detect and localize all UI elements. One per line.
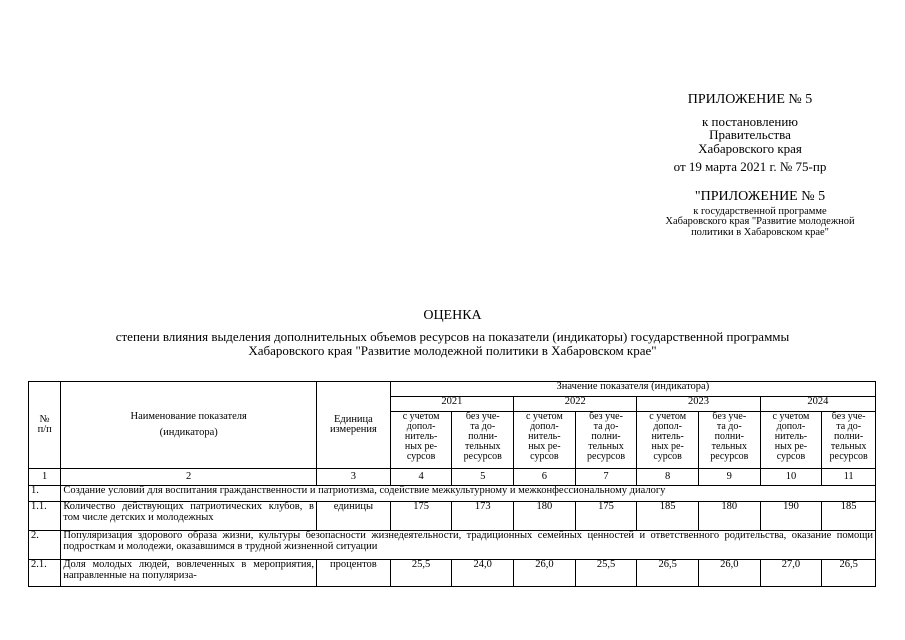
indicator-unit: процентов xyxy=(317,560,391,587)
col-header-values: Значение показателя (индикатора) xyxy=(390,382,875,397)
indicator-value: 180 xyxy=(698,502,760,531)
indicator-name: Количество действующих патриотических клубов, в том числе детских и молодежных xyxy=(61,502,317,531)
row-number: 1.1. xyxy=(29,502,61,531)
without-resources-header: без уче- та до- полни- тельных ресурсов xyxy=(698,412,760,469)
program-line: к государственной программе xyxy=(693,205,827,217)
resolution-line: к постановлению xyxy=(701,113,799,129)
indicator-value: 26,5 xyxy=(822,560,876,587)
column-number: 7 xyxy=(575,469,637,486)
indicator-value: 25,5 xyxy=(575,560,637,587)
row-number: 2.1. xyxy=(29,560,61,587)
resolution-date: от 19 марта 2021 г. № 75-пр xyxy=(673,159,827,174)
indicator-value: 185 xyxy=(822,502,876,531)
column-number: 9 xyxy=(698,469,760,486)
col-header-name-line: (индикатора) xyxy=(159,427,218,438)
document-subtitle xyxy=(40,330,865,357)
year-header: 2023 xyxy=(637,397,760,412)
resolution-line: Хабаровского края xyxy=(698,140,802,156)
table-row xyxy=(29,531,876,560)
year-header: 2022 xyxy=(514,397,637,412)
year-header: 2024 xyxy=(760,397,875,412)
section-title: Популяризация здорового образа жизни, культуры безопасности жизнедеятельности, традиционных семейных ценностей и ответственного родительства, оказание помощи подросткам и молодежи, оказавшимся в трудной жизненной ситуации xyxy=(61,531,876,560)
column-number: 8 xyxy=(637,469,699,486)
table-row xyxy=(29,502,876,531)
column-number: 5 xyxy=(452,469,514,486)
indicator-value: 27,0 xyxy=(760,560,822,587)
indicator-value: 24,0 xyxy=(452,560,514,587)
column-number: 4 xyxy=(390,469,452,486)
without-resources-header: без уче- та до- полни- тельных ресурсов xyxy=(575,412,637,469)
column-number: 10 xyxy=(760,469,822,486)
with-resources-header: с учетом допол- нитель- ных ре- сурсов xyxy=(514,412,576,469)
indicator-value: 26,5 xyxy=(637,560,699,587)
appendix-number: ПРИЛОЖЕНИЕ № 5 xyxy=(687,92,813,107)
without-resources-header: без уче- та до- полни- тельных ресурсов xyxy=(452,412,514,469)
indicator-name: Доля молодых людей, вовлеченных в мероприятия, направленные на популяриза- xyxy=(61,560,317,587)
column-number: 1 xyxy=(29,469,61,486)
program-appendix-header xyxy=(635,190,885,238)
subtitle-line: Хабаровского края "Развитие молодежной политики в Хабаровском крае" xyxy=(248,342,657,358)
indicator-value: 173 xyxy=(452,502,514,531)
program-line: политики в Хабаровском крае" xyxy=(691,226,829,238)
col-header-number: № п/п xyxy=(29,382,61,469)
program-line: Хабаровского края "Развитие молодежной xyxy=(665,216,855,228)
indicators-table xyxy=(28,381,876,587)
section-number: 1. xyxy=(29,486,61,502)
col-header-name xyxy=(61,382,317,469)
column-number: 6 xyxy=(514,469,576,486)
year-header: 2021 xyxy=(390,397,513,412)
subtitle-line: степени влияния выделения дополнительных объемов ресурсов на показатели (индикаторы) государственной программы xyxy=(115,329,790,344)
column-number: 3 xyxy=(317,469,391,486)
table-row xyxy=(29,560,876,587)
without-resources-header: без уче- та до- полни- тельных ресурсов xyxy=(822,412,876,469)
column-number: 11 xyxy=(822,469,876,486)
indicator-value: 185 xyxy=(637,502,699,531)
with-resources-header: с учетом допол- нитель- ных ре- сурсов xyxy=(390,412,452,469)
program-appendix-number: "ПРИЛОЖЕНИЕ № 5 xyxy=(694,189,826,204)
indicator-unit: единицы xyxy=(317,502,391,531)
table-row xyxy=(29,486,876,502)
with-resources-header: с учетом допол- нитель- ных ре- сурсов xyxy=(760,412,822,469)
indicator-value: 26,0 xyxy=(514,560,576,587)
indicator-value: 26,0 xyxy=(698,560,760,587)
column-number-row xyxy=(29,469,876,486)
with-resources-header: с учетом допол- нитель- ных ре- сурсов xyxy=(637,412,699,469)
section-title: Создание условий для воспитания гражданственности и патриотизма, содействие межкультурному и межконфессиональному диалогу xyxy=(61,486,876,502)
appendix-header xyxy=(640,93,860,156)
indicator-value: 180 xyxy=(514,502,576,531)
section-number: 2. xyxy=(29,531,61,560)
indicator-value: 190 xyxy=(760,502,822,531)
resolution-line: Правительства xyxy=(709,127,791,143)
indicator-value: 25,5 xyxy=(390,560,452,587)
document-title: ОЦЕНКА xyxy=(423,308,482,323)
indicator-value: 175 xyxy=(390,502,452,531)
column-number: 2 xyxy=(61,469,317,486)
col-header-name-line: Наименование показателя xyxy=(130,410,247,422)
col-header-unit: Единица измерения xyxy=(317,382,391,469)
indicator-value: 175 xyxy=(575,502,637,531)
